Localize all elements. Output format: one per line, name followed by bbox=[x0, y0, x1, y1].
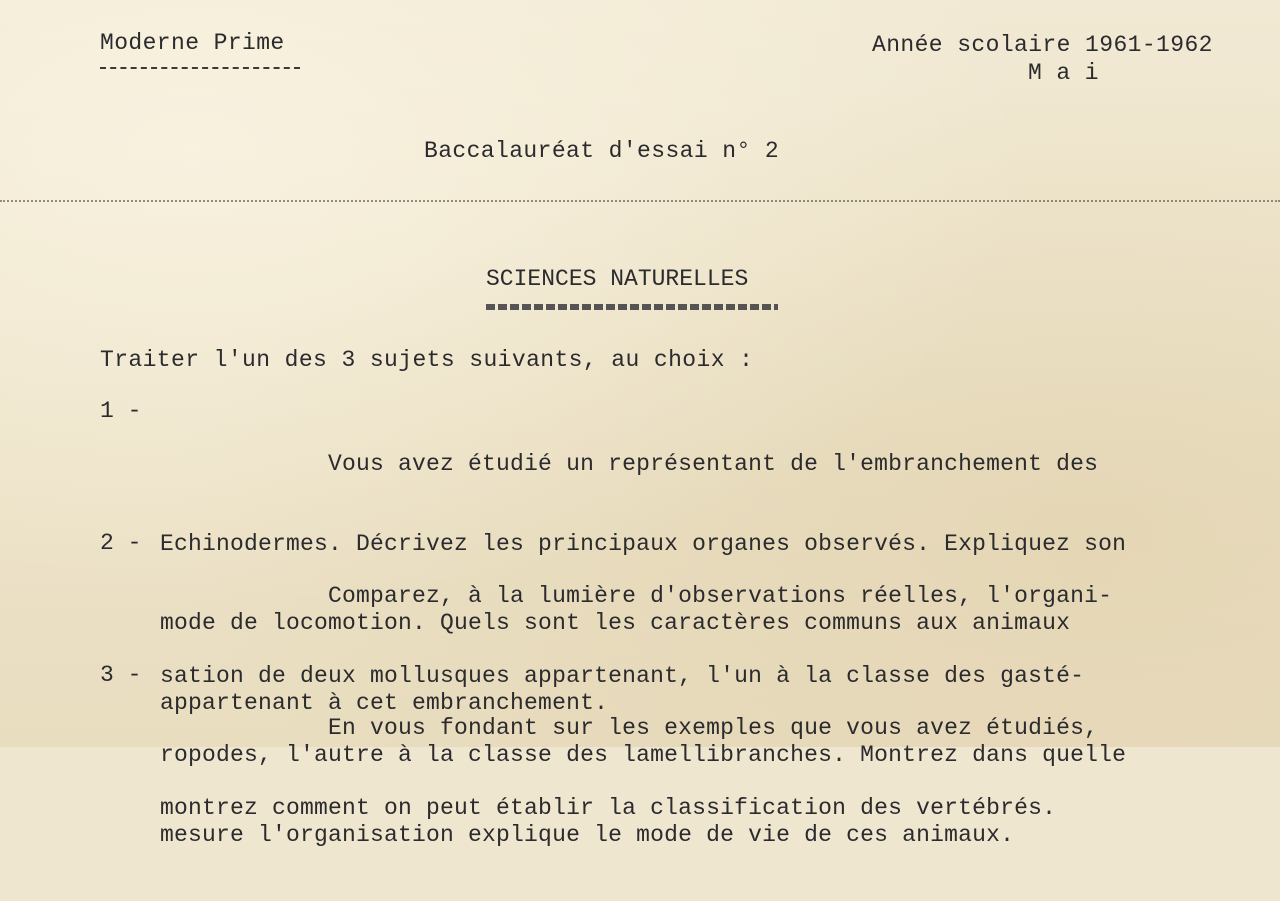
school-year: Année scolaire 1961-1962 bbox=[872, 32, 1213, 58]
question-2-line-3: ropodes, l'autre à la classe des lamellibranches. Montrez dans quelle bbox=[160, 742, 1127, 768]
question-1-number: 1 - bbox=[100, 398, 142, 424]
question-1-line-1: Vous avez étudié un représentant de l'embranchement des bbox=[160, 451, 1099, 477]
exam-title: Baccalauréat d'essai n° 2 bbox=[424, 138, 780, 164]
question-2-line-2: sation de deux mollusques appartenant, l'un à la classe des gasté- bbox=[160, 662, 1085, 689]
question-3-number: 3 - bbox=[100, 662, 142, 688]
subject-title: SCIENCES NATURELLES bbox=[486, 266, 749, 292]
month: M a i bbox=[1028, 60, 1100, 86]
class-name-underline bbox=[100, 67, 300, 69]
question-3-line-2: montrez comment on peut établir la classification des vertébrés. bbox=[160, 794, 1057, 821]
question-1-line-2: Echinodermes. Décrivez les principaux organes observés. Expliquez son bbox=[160, 530, 1127, 557]
question-1-line-3: mode de locomotion. Quels sont les caractères communs aux animaux bbox=[160, 610, 1071, 636]
class-name: Moderne Prime bbox=[100, 30, 285, 56]
question-2-line-4: mesure l'organisation explique le mode de vie de ces animaux. bbox=[160, 821, 1015, 848]
question-2-number: 2 - bbox=[100, 530, 142, 556]
instructions: Traiter l'un des 3 sujets suivants, au choix : bbox=[100, 347, 754, 373]
subject-title-underline bbox=[486, 304, 778, 310]
question-3-text bbox=[160, 662, 1240, 874]
question-3-line-1: En vous fondant sur les exemples que vous avez étudiés, bbox=[160, 715, 1099, 741]
question-2-line-1: Comparez, à la lumière d'observations réelles, l'organi- bbox=[160, 583, 1113, 609]
question-1-line-4: appartenant à cet embranchement. bbox=[160, 689, 609, 716]
dotted-divider bbox=[0, 200, 1280, 202]
